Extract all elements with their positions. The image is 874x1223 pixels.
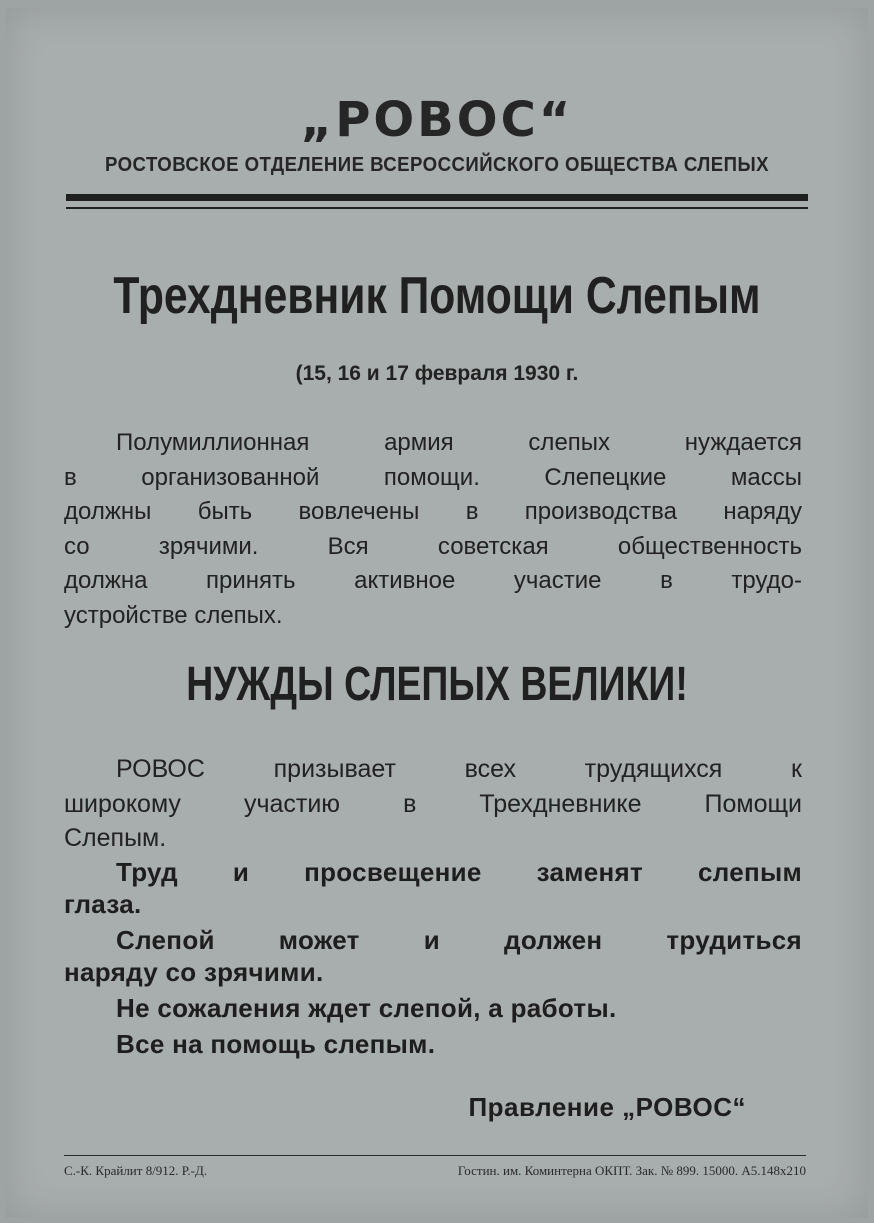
paragraph-line: устройстве слепых. [64,601,283,629]
organization-name: РОСТОВСКОЕ ОТДЕЛЕНИЕ ВСЕРОССИЙСКОГО ОБЩЕСТВА СЛЕПЫХ [104,154,770,176]
printer-imprint [64,1163,806,1179]
paragraph-line: должна принять активное участие в трудо- [64,567,802,594]
brand-name: „РОВОС“ [300,92,574,148]
appeal-paragraph [64,752,802,856]
poster-sheet [6,8,868,1218]
poster-title: Трехдневник Помощи Слепым [113,267,761,325]
imprint-right: Гостин. им. Коминтерна ОКПТ. Зак. № 899. 15000. А5.148х210 [457,1163,806,1178]
paragraph-line: широкому участию в Трехдневнике Помощи [64,789,802,818]
statement [64,1028,802,1060]
header-rule-thin [66,207,808,209]
statements-block [64,856,802,1060]
slogan-heading: НУЖДЫ СЛЕПЫХ ВЕЛИКИ! [186,658,688,711]
footer-rule [64,1155,806,1156]
paragraph-line: РОВОС призывает всех трудящихся к [116,755,802,783]
paragraph-line: Полумиллионная армия слепых нуждается [116,429,802,456]
statement [64,992,802,1024]
event-dates: (15, 16 и 17 февраля 1930 г. [295,362,579,385]
statement-line: Слепой может и должен трудиться [116,925,802,955]
imprint-left: С.-К. Крайлит 8/912. Р.-Д. [64,1163,208,1178]
statement-line: Труд и просвещение заменят слепым [116,857,802,887]
paragraph-line: должны быть вовлечены в производства наряду [64,498,802,525]
paragraph-line: в организованной помощи. Слепецкие массы [64,463,802,491]
intro-paragraph [64,426,802,633]
statement-line: наряду со зрячими. [64,957,324,987]
paragraph-line: Слепым. [64,824,167,852]
header-rule-thick [66,194,808,201]
statement-line: глаза. [64,889,142,919]
signature: Правление „РОВОС“ [468,1092,746,1122]
statement-line: Не сожаления ждет слепой, а работы. [116,993,617,1023]
statement [64,924,802,988]
paragraph-line: со зрячими. Вся советская общественность [64,532,802,560]
statement [64,856,802,920]
statement-line: Все на помощь слепым. [116,1029,436,1059]
